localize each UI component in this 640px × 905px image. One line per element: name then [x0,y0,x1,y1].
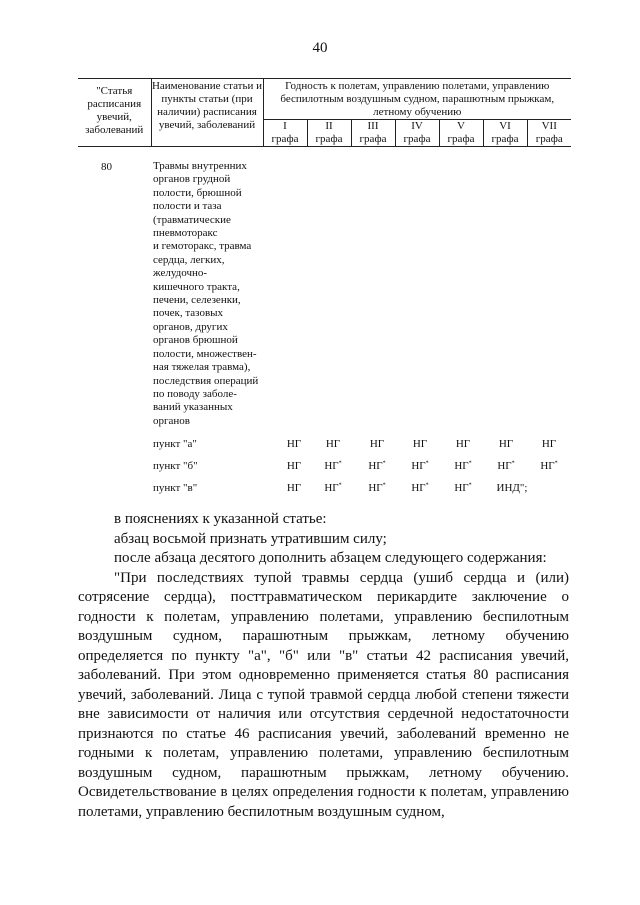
point-label: пункт "а" [153,438,197,450]
body-text [78,510,569,822]
point-value [402,482,438,494]
point-value [276,482,312,494]
grafa-word: графа [447,133,475,145]
value-mark: * [382,482,386,489]
header-article-column: "Статья расписания увечий, заболеваний [78,79,151,147]
grafa-header [263,120,307,147]
value-text: ИНД [496,482,520,494]
value-text: НГ [454,482,469,494]
point-label: пункт "в" [153,482,198,494]
value-mark: * [554,460,558,467]
point-value [531,460,567,472]
point-row [0,482,640,496]
grafa-word: графа [359,133,387,145]
grafa-word: графа [491,133,519,145]
grafa-header [439,120,483,147]
grafa-header [527,120,571,147]
closing-quote: "; [519,482,528,494]
paragraph: в пояснениях к указанной статье: [114,511,327,527]
value-text: НГ [325,438,341,450]
paragraph: абзац восьмой признать утратившим силу; [114,530,387,547]
value-text: НГ [455,438,471,450]
header-name-column: Наименование статьи и пункты статьи (при наличии) расписания увечий, заболеваний [151,79,263,147]
value-mark: * [382,460,386,467]
grafa-word: графа [403,133,431,145]
value-text: НГ [411,482,426,494]
value-mark: * [338,460,342,467]
grafa-number: III [367,120,379,132]
point-value [445,438,481,450]
value-mark: * [511,460,515,467]
point-value [315,482,351,494]
grafa-header [307,120,351,147]
point-value [402,460,438,472]
value-text: НГ [412,438,428,450]
grafa-number: VI [499,120,511,132]
point-value [359,460,395,472]
point-value [445,482,481,494]
value-text: НГ [286,438,302,450]
value-text: НГ [369,438,385,450]
value-text: НГ [324,482,339,494]
value-mark: * [468,460,472,467]
grafa-number: V [457,120,465,132]
point-value [445,460,481,472]
point-label: пункт "б" [153,460,198,472]
article-name: Травмы внутренних органов грудной полости, брюшной полости и таза (травматические пневмоторакс и гемоторакс, травма сердца, легких, желудочно- кишечного тракта, печени, селезенки, почек, тазовых органов, других органов брюшной полости, множествен- ная тяжелая травма), последствия операций по поводу заболе- ваний указанных органов [153,160,259,427]
grafa-header [395,120,439,147]
value-text: НГ [324,460,339,472]
point-value [359,438,395,450]
value-text: НГ [454,460,469,472]
point-row [0,460,640,474]
grafa-word: графа [535,133,563,145]
grafa-number: I [283,120,287,132]
table-header [78,78,571,147]
grafa-number: II [325,120,333,132]
value-mark: * [468,482,472,489]
grafa-header [483,120,527,147]
grafa-number: VII [541,120,557,132]
value-text: НГ [541,438,557,450]
point-value [488,438,524,450]
point-row [0,438,640,452]
header-fitness-column: Годность к полетам, управлению полетами, управлению беспилотным воздушным судном, парашютным прыжкам, летному обучению [263,79,571,120]
article-number: 80 [101,161,112,173]
value-text: НГ [540,460,555,472]
paragraph: после абзаца десятого дополнить абзацем следующего содержания: [114,550,547,566]
point-value [315,460,351,472]
grafa-header [351,120,395,147]
point-value [488,482,536,494]
value-text: НГ [498,438,514,450]
point-value [315,438,351,450]
value-text: НГ [368,460,383,472]
value-mark: * [425,482,429,489]
point-value [359,482,395,494]
value-text: НГ [411,460,426,472]
point-value [402,438,438,450]
point-value [531,438,567,450]
value-text: НГ [286,482,302,494]
point-value [276,438,312,450]
grafa-word: графа [315,133,343,145]
value-mark: * [338,482,342,489]
point-value [276,460,312,472]
grafa-number: IV [411,120,423,132]
grafa-word: графа [271,133,299,145]
paragraph: "При последствиях тупой травмы сердца (ушиб сердца и (или) сотрясение сердца), посттравматическом перикардите заключение о годности к полетам, управлению полетами, управлению беспилотным воздушным судном, парашютным прыжкам, летному обучению определяется по пункту "а", "б" или "в" статьи 42 расписания увечий, заболеваний. При этом одновременно применяется статья 80 расписания увечий, заболеваний. Лица с тупой травмой сердца любой степени тяжести вне зависимости от наличия или отсутствия сердечной недостаточности признаются по статье 46 расписания увечий, заболеваний временно не годными к полетам, управлению полетами, управлению беспилотным воздушным судном, парашютным прыжкам, летному обучению. Освидетельствование в целях определения годности к полетам, управлению полетами, управлению беспилотным воздушным судном, [78,569,569,820]
value-mark: * [425,460,429,467]
value-text: НГ [497,460,512,472]
page-number: 40 [312,40,328,56]
value-text: НГ [368,482,383,494]
value-text: НГ [286,460,302,472]
point-value [488,460,524,472]
